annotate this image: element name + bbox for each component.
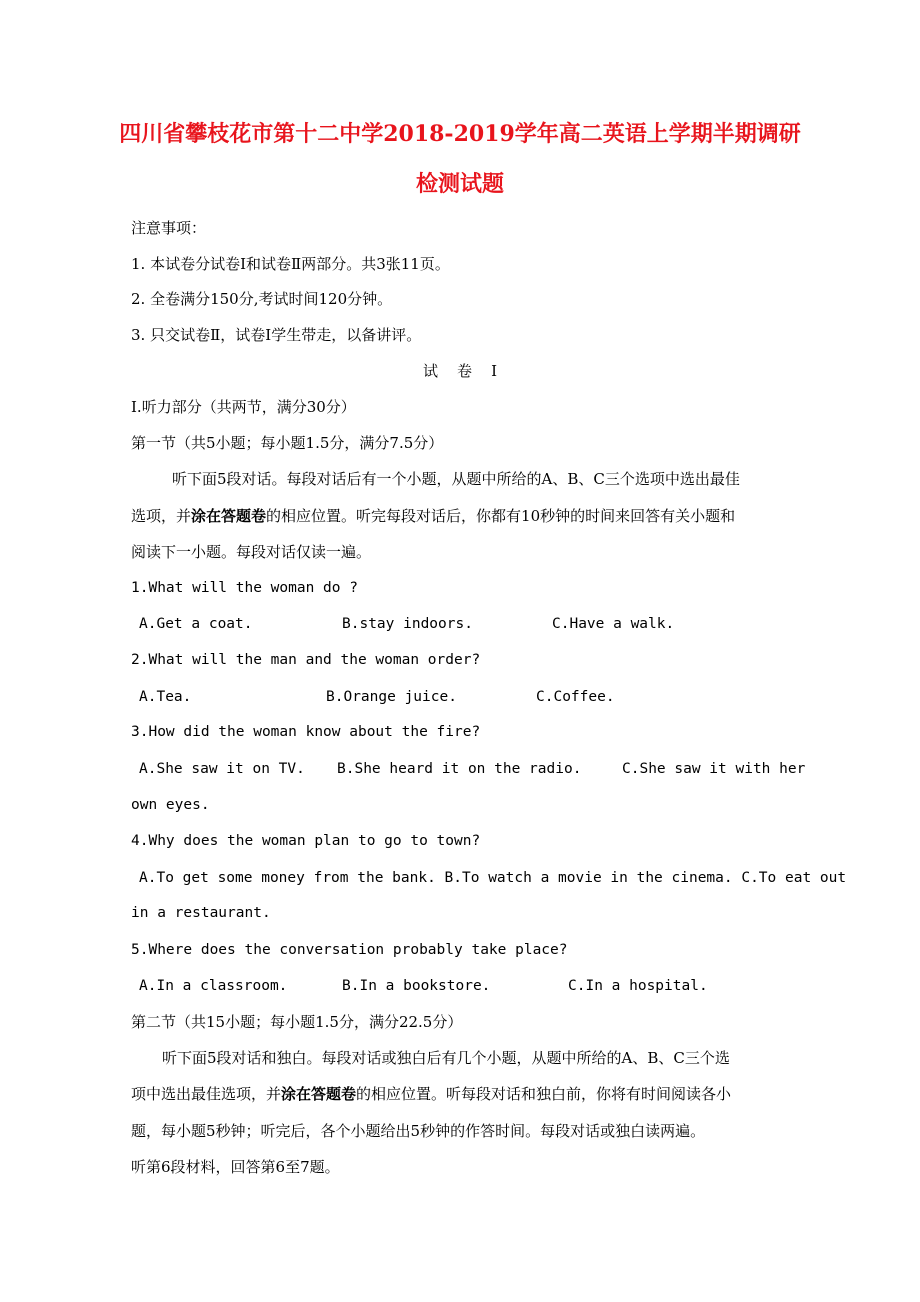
q1-option-a: A.Get a coat. bbox=[139, 616, 253, 632]
question-3: 3.How did the woman know about the fire? bbox=[131, 724, 481, 740]
section2-instruction-1: 听下面5段对话和独白。每段对话或独白后有几个小题，从题中所给的A、B、C三个选 bbox=[162, 1049, 730, 1067]
section2-heading: 第二节（共15小题；每小题1.5分，满分22.5分） bbox=[131, 1013, 463, 1031]
section1-heading: 第一节（共5小题；每小题1.5分，满分7.5分） bbox=[131, 434, 444, 452]
exam-title-line2: 检测试题 bbox=[415, 171, 504, 197]
q3-option-c: C.She saw it with her bbox=[622, 761, 806, 777]
answer-sheet-emphasis: 涂在答题卷 bbox=[191, 507, 267, 525]
q5-option-a: A.In a classroom. bbox=[139, 978, 288, 994]
q2-option-b: B.Orange juice. bbox=[326, 689, 457, 705]
notice-heading: 注意事项： bbox=[131, 219, 207, 237]
part1-heading: Ⅰ.听力部分（共两节，满分30分） bbox=[131, 398, 356, 416]
q1-option-b: B.stay indoors. bbox=[342, 616, 473, 632]
question-2: 2.What will the man and the woman order? bbox=[131, 652, 481, 668]
q5-option-b: B.In a bookstore. bbox=[342, 978, 491, 994]
q5-option-c: C.In a hospital. bbox=[568, 978, 708, 994]
section2-instruction-3: 题，每小题5秒钟；听完后，各个小题给出5秒钟的作答时间。每段对话或独白读两遍。 bbox=[131, 1122, 706, 1140]
section1-instruction-3: 阅读下一小题。每段对话仅读一遍。 bbox=[131, 543, 372, 561]
q2-option-a: A.Tea. bbox=[139, 689, 192, 705]
exam-title-line1: 四川省攀枝花市第十二中学2018-2019学年高二英语上学期半期调研 bbox=[119, 121, 801, 147]
q3-option-a: A.She saw it on TV. bbox=[139, 761, 305, 777]
q4-options: A.To get some money from the bank. B.To watch a movie in the cinema. C.To eat out bbox=[139, 870, 847, 886]
section1-instruction-1: 听下面5段对话。每段对话后有一个小题，从题中所给的A、B、C三个选项中选出最佳 bbox=[172, 470, 740, 488]
material-6-instruction: 听第6段材料，回答第6至7题。 bbox=[131, 1158, 340, 1176]
q3-option-b: B.She heard it on the radio. bbox=[337, 761, 582, 777]
notice-item-2: 2. 全卷满分150分,考试时间120分钟。 bbox=[131, 290, 393, 308]
question-5: 5.Where does the conversation probably take place? bbox=[131, 942, 568, 958]
q3-option-c-continued: own eyes. bbox=[131, 797, 210, 813]
q2-option-c: C.Coffee. bbox=[536, 689, 615, 705]
section1-instruction-2: 选项，并涂在答题卷的相应位置。听完每段对话后，你都有10秒钟的时间来回答有关小题和 bbox=[131, 507, 736, 525]
q4-options-continued: in a restaurant. bbox=[131, 905, 271, 921]
notice-item-1: 1. 本试卷分试卷Ⅰ和试卷Ⅱ两部分。共3张11页。 bbox=[131, 255, 450, 273]
answer-sheet-emphasis: 涂在答题卷 bbox=[281, 1085, 357, 1103]
question-4: 4.Why does the woman plan to go to town? bbox=[131, 833, 481, 849]
section2-instruction-2: 项中选出最佳选项，并涂在答题卷的相应位置。听每段对话和独白前，你将有时间阅读各小 bbox=[131, 1085, 732, 1103]
paper-label: 试 卷 Ⅰ bbox=[422, 362, 498, 380]
q1-option-c: C.Have a walk. bbox=[552, 616, 675, 632]
notice-item-3: 3. 只交试卷Ⅱ，试卷Ⅰ学生带走，以备讲评。 bbox=[131, 326, 422, 344]
question-1: 1.What will the woman do ? bbox=[131, 580, 358, 596]
